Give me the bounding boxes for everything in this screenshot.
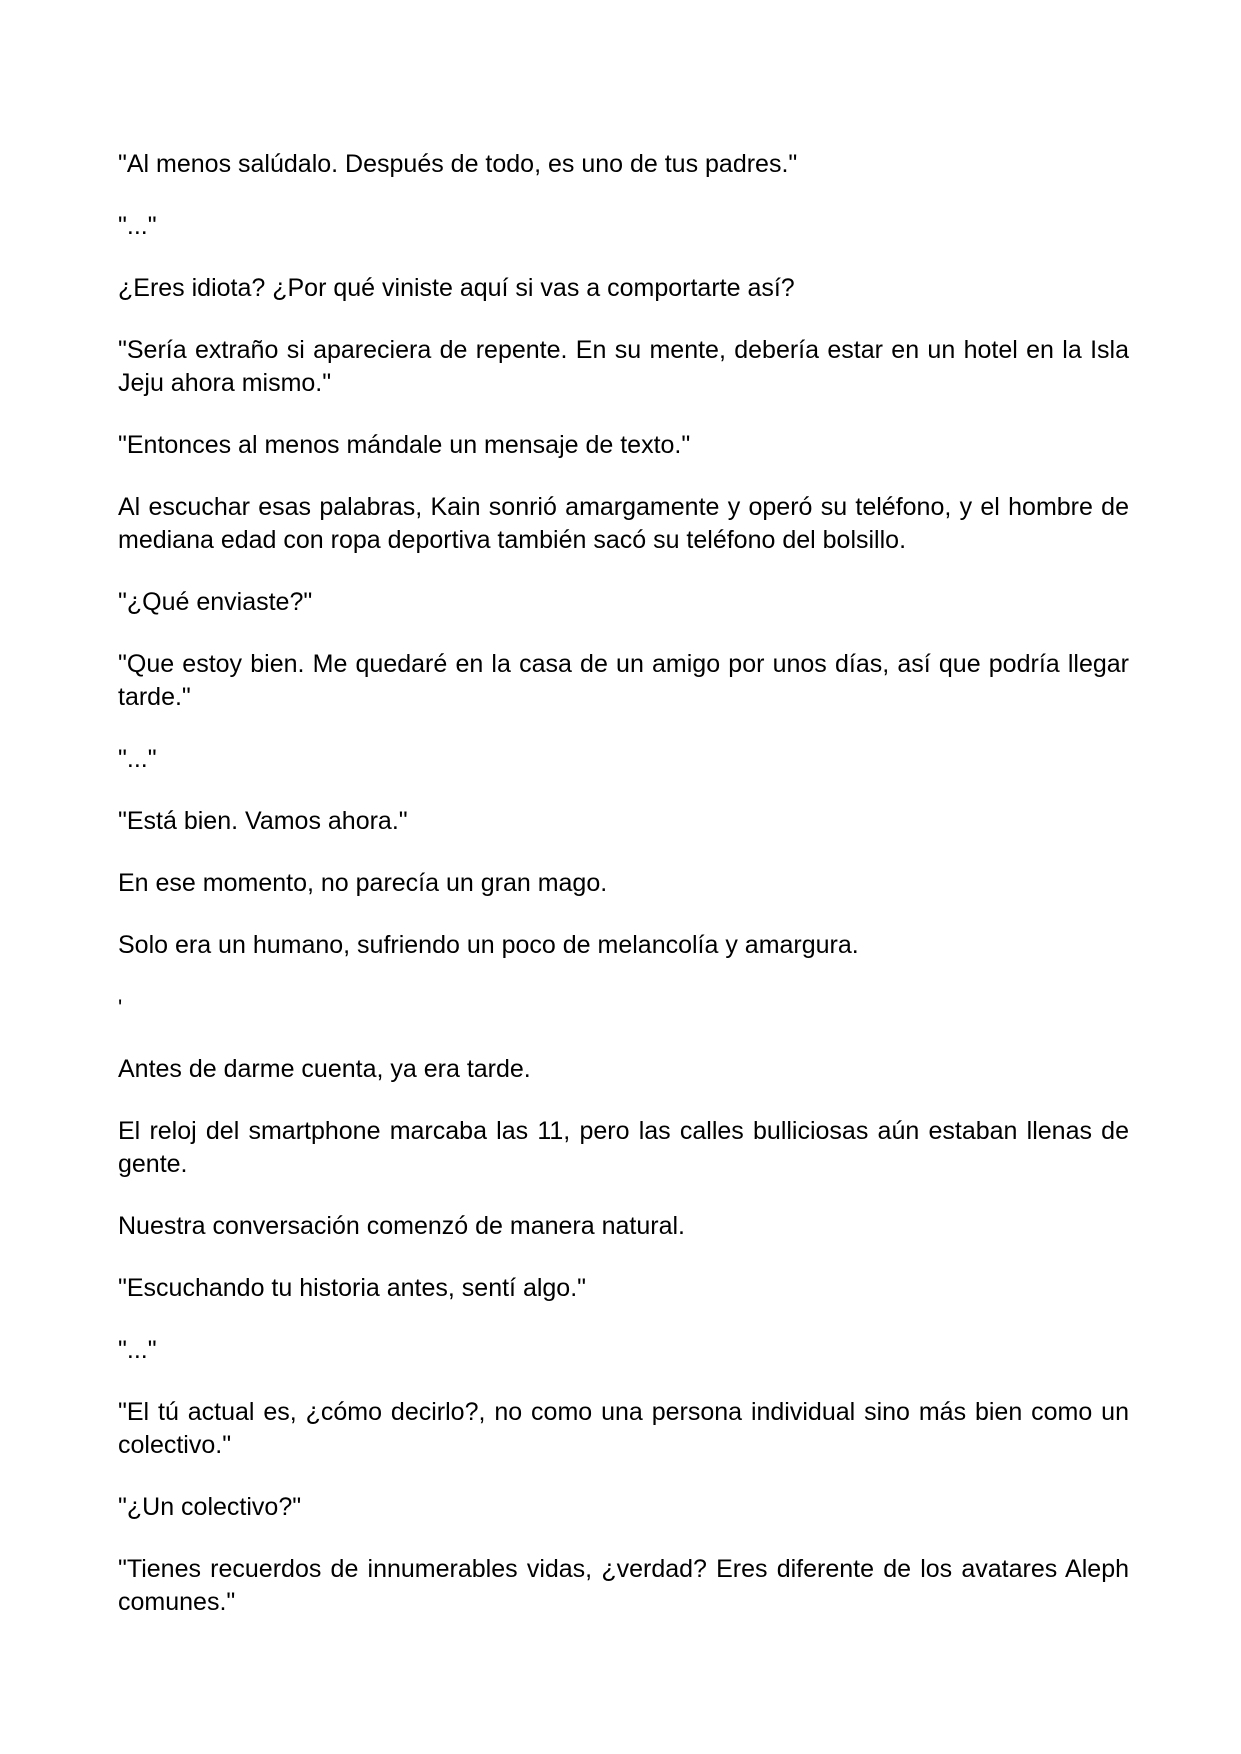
- paragraph: "...": [118, 1336, 157, 1364]
- paragraph: "...": [118, 745, 157, 773]
- paragraph: "Que estoy bien. Me quedaré en la casa de un amigo por unos días, así que podría llegar tarde.": [118, 650, 1129, 711]
- paragraph: Antes de darme cuenta, ya era tarde.: [118, 1055, 531, 1083]
- paragraph: "Tienes recuerdos de innumerables vidas, ¿verdad? Eres diferente de los avatares Aleph comunes.": [118, 1555, 1129, 1616]
- paragraph: "Sería extraño si apareciera de repente. En su mente, debería estar en un hotel en la Isla Jeju ahora mismo.": [118, 336, 1129, 397]
- paragraph: Al escuchar esas palabras, Kain sonrió amargamente y operó su teléfono, y el hombre de mediana edad con ropa deportiva también sacó su teléfono del bolsillo.: [118, 493, 1129, 554]
- document-body: [118, 148, 1129, 1648]
- paragraph: ¿Eres idiota? ¿Por qué viniste aquí si vas a comportarte así?: [118, 274, 795, 302]
- paragraph: Nuestra conversación comenzó de manera natural.: [118, 1212, 685, 1240]
- scene-break-mark: ': [118, 995, 123, 1020]
- paragraph: "El tú actual es, ¿cómo decirlo?, no como una persona individual sino más bien como un colectivo.": [118, 1398, 1129, 1459]
- paragraph: El reloj del smartphone marcaba las 11, pero las calles bulliciosas aún estaban llenas de gente.: [118, 1117, 1129, 1178]
- paragraph: "Escuchando tu historia antes, sentí algo.": [118, 1274, 587, 1302]
- paragraph: "Está bien. Vamos ahora.": [118, 807, 408, 835]
- paragraph: Solo era un humano, sufriendo un poco de melancolía y amargura.: [118, 931, 859, 959]
- paragraph: "¿Qué enviaste?": [118, 588, 313, 616]
- paragraph: "Entonces al menos mándale un mensaje de texto.": [118, 431, 691, 459]
- paragraph: En ese momento, no parecía un gran mago.: [118, 869, 608, 897]
- paragraph: "¿Un colectivo?": [118, 1493, 302, 1521]
- paragraph: "...": [118, 212, 157, 240]
- paragraph: "Al menos salúdalo. Después de todo, es uno de tus padres.": [118, 150, 798, 178]
